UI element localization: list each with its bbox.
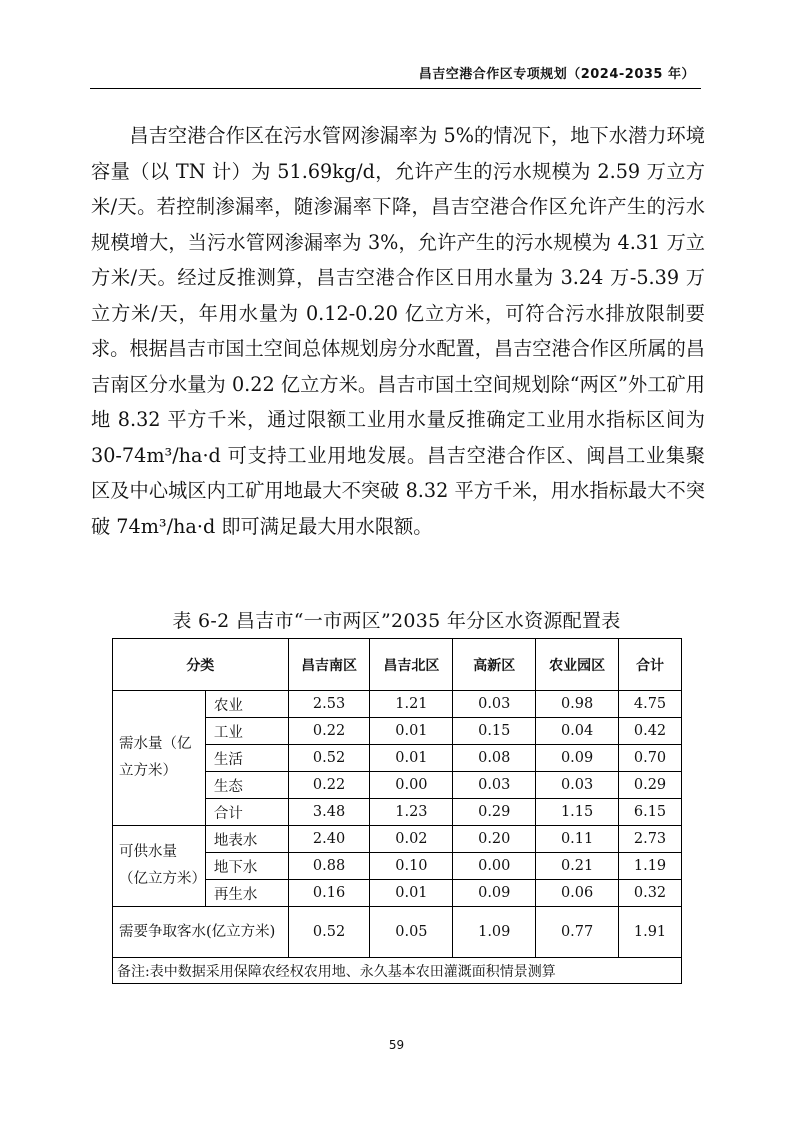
value-cell: 0.22: [288, 772, 370, 799]
subcategory-cell: 再生水: [205, 880, 288, 907]
value-cell: 0.10: [370, 853, 453, 880]
header-cell: 分类: [113, 639, 289, 691]
value-cell: 0.04: [536, 718, 619, 745]
table-row: [113, 691, 682, 718]
running-header: 昌吉空港合作区专项规划（2024-2035 年）: [418, 67, 695, 82]
value-cell: 0.16: [288, 880, 370, 907]
subcategory-cell: 地下水: [205, 853, 288, 880]
value-cell: 0.02: [370, 826, 453, 853]
header-cell: 昌吉北区: [370, 639, 453, 691]
value-cell: 2.40: [288, 826, 370, 853]
category-cell: 需水量（亿立方米）: [113, 691, 206, 826]
table-note: 备注:表中数据采用保障农经权农用地、永久基本农田灌溉面积情景测算: [113, 958, 682, 984]
value-cell: 0.11: [536, 826, 619, 853]
value-cell: 0.09: [453, 880, 536, 907]
header-cell: 昌吉南区: [288, 639, 370, 691]
table-row: [113, 826, 682, 853]
value-cell: 6.15: [619, 799, 682, 826]
value-cell: 0.01: [370, 880, 453, 907]
value-cell: 0.52: [288, 745, 370, 772]
header-cell: 合计: [619, 639, 682, 691]
value-cell: 1.23: [370, 799, 453, 826]
subcategory-cell: 生活: [205, 745, 288, 772]
value-cell: 0.01: [370, 718, 453, 745]
water-allocation-table: [112, 638, 682, 984]
value-cell: 0.42: [619, 718, 682, 745]
value-cell: 0.03: [453, 772, 536, 799]
body-text: [91, 118, 705, 544]
value-cell: 0.98: [536, 691, 619, 718]
value-cell: 0.08: [453, 745, 536, 772]
value-cell: 3.48: [288, 799, 370, 826]
value-cell: 1.19: [619, 853, 682, 880]
value-cell: 0.21: [536, 853, 619, 880]
subcategory-cell: 合计: [205, 799, 288, 826]
value-cell: 0.29: [453, 799, 536, 826]
value-cell: 0.03: [453, 691, 536, 718]
value-cell: 0.00: [370, 772, 453, 799]
value-cell: 0.52: [288, 907, 370, 958]
value-cell: 0.01: [370, 745, 453, 772]
value-cell: 0.20: [453, 826, 536, 853]
value-cell: 0.15: [453, 718, 536, 745]
header-cell: 农业园区: [536, 639, 619, 691]
value-cell: 0.06: [536, 880, 619, 907]
value-cell: 0.32: [619, 880, 682, 907]
value-cell: 0.77: [536, 907, 619, 958]
table-caption: 表 6-2 昌吉市“一市两区”2035 年分区水资源配置表: [172, 610, 621, 632]
body-paragraph: 昌吉空港合作区在污水管网渗漏率为 5%的情况下，地下水潜力环境容量（以 TN 计）为 51.69kg/d，允许产生的污水规模为 2.59 万立方米/天。若控制渗漏率，随渗漏率下降，昌吉空港合作区允许产生的污水规模增大，当污水管网渗漏率为 3%，允许产生的污水规模为 4.31 万立方米/天。经过反推测算，昌吉空港合作区日用水量为 3.24 万-5.39 万立方米/天，年用水量为 0.12-0.20 亿立方米，可符合污水排放限制要求。根据昌吉市国土空间总体规划房分水配置，昌吉空港合作区所属的昌吉南区分水量为 0.22 亿立方米。昌吉市国土空间规划除“两区”外工矿用地 8.32 平方千米，通过限额工业用水量反推确定工业用水指标区间为 30-74m³/ha·d 可支持工业用地发展。昌吉空港合作区、闽昌工业集聚区及中心城区内工矿用地最大不突破 8.32 平方千米，用水指标最大不突破 74m³/ha·d 即可满足最大用水限额。: [91, 124, 705, 538]
value-cell: 1.91: [619, 907, 682, 958]
value-cell: 0.03: [536, 772, 619, 799]
value-cell: 0.88: [288, 853, 370, 880]
table-row: [113, 907, 682, 958]
value-cell: 0.29: [619, 772, 682, 799]
category-cell: 需要争取客水(亿立方米): [113, 907, 289, 958]
subcategory-cell: 工业: [205, 718, 288, 745]
value-cell: 0.70: [619, 745, 682, 772]
header-cell: 高新区: [453, 639, 536, 691]
value-cell: 0.00: [453, 853, 536, 880]
table-note-row: [113, 958, 682, 984]
subcategory-cell: 生态: [205, 772, 288, 799]
value-cell: 1.21: [370, 691, 453, 718]
category-cell: 可供水量（亿立方米）: [113, 826, 206, 907]
value-cell: 0.05: [370, 907, 453, 958]
header-rule: [90, 88, 701, 89]
table-header-row: [113, 639, 682, 691]
value-cell: 4.75: [619, 691, 682, 718]
value-cell: 2.53: [288, 691, 370, 718]
value-cell: 1.09: [453, 907, 536, 958]
page-number: 59: [388, 1038, 405, 1052]
value-cell: 1.15: [536, 799, 619, 826]
subcategory-cell: 农业: [205, 691, 288, 718]
value-cell: 0.09: [536, 745, 619, 772]
value-cell: 2.73: [619, 826, 682, 853]
value-cell: 0.22: [288, 718, 370, 745]
subcategory-cell: 地表水: [205, 826, 288, 853]
